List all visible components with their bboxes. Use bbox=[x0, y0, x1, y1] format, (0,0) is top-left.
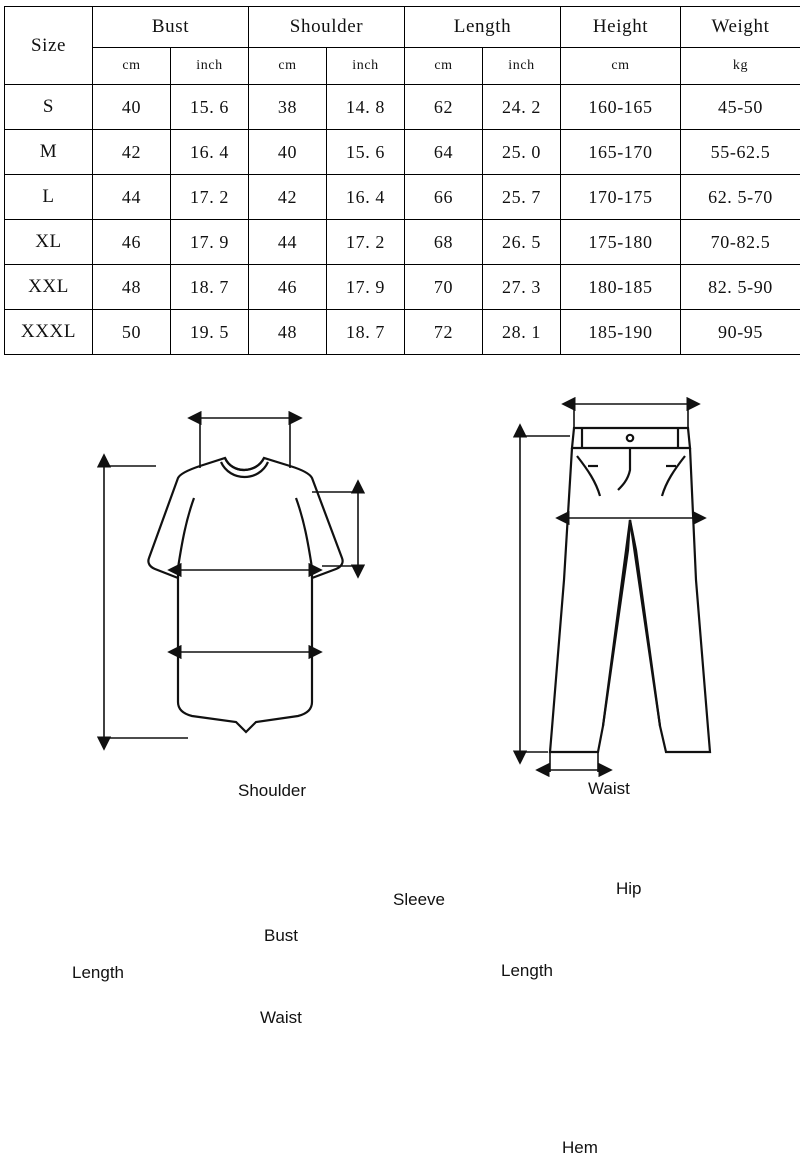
waist-measure-line bbox=[574, 398, 688, 428]
hem-measure-line bbox=[548, 752, 600, 772]
cell-shoulder-cm: 38 bbox=[249, 85, 327, 130]
header-group-height: Height bbox=[561, 7, 681, 48]
table-row bbox=[5, 310, 800, 355]
table-header-unit-row bbox=[5, 48, 800, 85]
cell-shoulder-cm: 46 bbox=[249, 265, 327, 310]
cell-bust-inch: 18. 7 bbox=[171, 265, 249, 310]
shoulder-measure-line bbox=[200, 414, 290, 468]
shirt-label-length: Length bbox=[72, 963, 124, 983]
table-row bbox=[5, 130, 800, 175]
cell-bust-cm: 48 bbox=[93, 265, 171, 310]
cell-weight: 90-95 bbox=[681, 310, 800, 355]
table-row bbox=[5, 175, 800, 220]
header-unit-bust-inch: inch bbox=[171, 48, 249, 85]
cell-weight: 82. 5-90 bbox=[681, 265, 800, 310]
row-size-label: XL bbox=[5, 220, 93, 265]
cell-length-inch: 26. 5 bbox=[483, 220, 561, 265]
cell-shoulder-inch: 16. 4 bbox=[327, 175, 405, 220]
sleeve-measure-line bbox=[312, 492, 360, 566]
header-group-weight: Weight bbox=[681, 7, 800, 48]
length-measure-line bbox=[104, 466, 188, 738]
cell-weight: 62. 5-70 bbox=[681, 175, 800, 220]
cell-length-inch: 27. 3 bbox=[483, 265, 561, 310]
cell-shoulder-inch: 17. 2 bbox=[327, 220, 405, 265]
header-unit-length-cm: cm bbox=[405, 48, 483, 85]
cell-height: 185-190 bbox=[561, 310, 681, 355]
cell-bust-cm: 46 bbox=[93, 220, 171, 265]
cell-shoulder-cm: 44 bbox=[249, 220, 327, 265]
shirt-label-shoulder: Shoulder bbox=[238, 781, 306, 801]
size-chart-table-container bbox=[4, 6, 796, 355]
cell-length-inch: 28. 1 bbox=[483, 310, 561, 355]
cell-length-cm: 64 bbox=[405, 130, 483, 175]
cell-shoulder-inch: 15. 6 bbox=[327, 130, 405, 175]
cell-height: 170-175 bbox=[561, 175, 681, 220]
pants-outline bbox=[550, 428, 710, 752]
row-size-label: XXXL bbox=[5, 310, 93, 355]
cell-length-inch: 25. 7 bbox=[483, 175, 561, 220]
pants-label-waist: Waist bbox=[588, 779, 630, 799]
cell-bust-inch: 16. 4 bbox=[171, 130, 249, 175]
cell-bust-cm: 42 bbox=[93, 130, 171, 175]
header-group-shoulder: Shoulder bbox=[249, 7, 405, 48]
header-unit-shoulder-inch: inch bbox=[327, 48, 405, 85]
t-shirt-outline bbox=[148, 458, 342, 732]
cell-length-cm: 66 bbox=[405, 175, 483, 220]
pants-label-length: Length bbox=[501, 961, 553, 981]
header-unit-height-cm: cm bbox=[561, 48, 681, 85]
row-size-label: XXL bbox=[5, 265, 93, 310]
row-size-label: L bbox=[5, 175, 93, 220]
cell-length-cm: 70 bbox=[405, 265, 483, 310]
cell-shoulder-cm: 42 bbox=[249, 175, 327, 220]
header-group-bust: Bust bbox=[93, 7, 249, 48]
header-unit-length-inch: inch bbox=[483, 48, 561, 85]
cell-height: 160-165 bbox=[561, 85, 681, 130]
size-chart-table bbox=[4, 6, 800, 355]
measurement-diagrams bbox=[0, 370, 800, 800]
cell-weight: 45-50 bbox=[681, 85, 800, 130]
header-unit-shoulder-cm: cm bbox=[249, 48, 327, 85]
cell-length-cm: 68 bbox=[405, 220, 483, 265]
cell-length-cm: 72 bbox=[405, 310, 483, 355]
cell-shoulder-inch: 18. 7 bbox=[327, 310, 405, 355]
cell-length-inch: 25. 0 bbox=[483, 130, 561, 175]
pants-label-hip: Hip bbox=[616, 879, 642, 899]
cell-bust-inch: 17. 2 bbox=[171, 175, 249, 220]
pants-label-hem: Hem bbox=[562, 1138, 598, 1158]
table-header-group-row bbox=[5, 7, 800, 48]
pants-measurement-diagram bbox=[470, 370, 800, 790]
cell-bust-cm: 44 bbox=[93, 175, 171, 220]
row-size-label: M bbox=[5, 130, 93, 175]
shirt-label-sleeve: Sleeve bbox=[393, 890, 445, 910]
shirt-label-bust: Bust bbox=[264, 926, 298, 946]
cell-height: 180-185 bbox=[561, 265, 681, 310]
header-unit-bust-cm: cm bbox=[93, 48, 171, 85]
table-row bbox=[5, 265, 800, 310]
cell-height: 175-180 bbox=[561, 220, 681, 265]
cell-weight: 55-62.5 bbox=[681, 130, 800, 175]
table-row bbox=[5, 220, 800, 265]
cell-shoulder-inch: 14. 8 bbox=[327, 85, 405, 130]
cell-length-cm: 62 bbox=[405, 85, 483, 130]
header-size: Size bbox=[5, 7, 93, 85]
cell-shoulder-inch: 17. 9 bbox=[327, 265, 405, 310]
row-size-label: S bbox=[5, 85, 93, 130]
cell-bust-inch: 17. 9 bbox=[171, 220, 249, 265]
shirt-label-waist: Waist bbox=[260, 1008, 302, 1028]
cell-shoulder-cm: 48 bbox=[249, 310, 327, 355]
header-group-length: Length bbox=[405, 7, 561, 48]
cell-bust-inch: 19. 5 bbox=[171, 310, 249, 355]
cell-bust-inch: 15. 6 bbox=[171, 85, 249, 130]
cell-length-inch: 24. 2 bbox=[483, 85, 561, 130]
cell-bust-cm: 50 bbox=[93, 310, 171, 355]
cell-bust-cm: 40 bbox=[93, 85, 171, 130]
cell-weight: 70-82.5 bbox=[681, 220, 800, 265]
cell-height: 165-170 bbox=[561, 130, 681, 175]
header-unit-weight-kg: kg bbox=[681, 48, 800, 85]
table-row bbox=[5, 85, 800, 130]
cell-shoulder-cm: 40 bbox=[249, 130, 327, 175]
t-shirt-measurement-diagram bbox=[60, 370, 420, 790]
